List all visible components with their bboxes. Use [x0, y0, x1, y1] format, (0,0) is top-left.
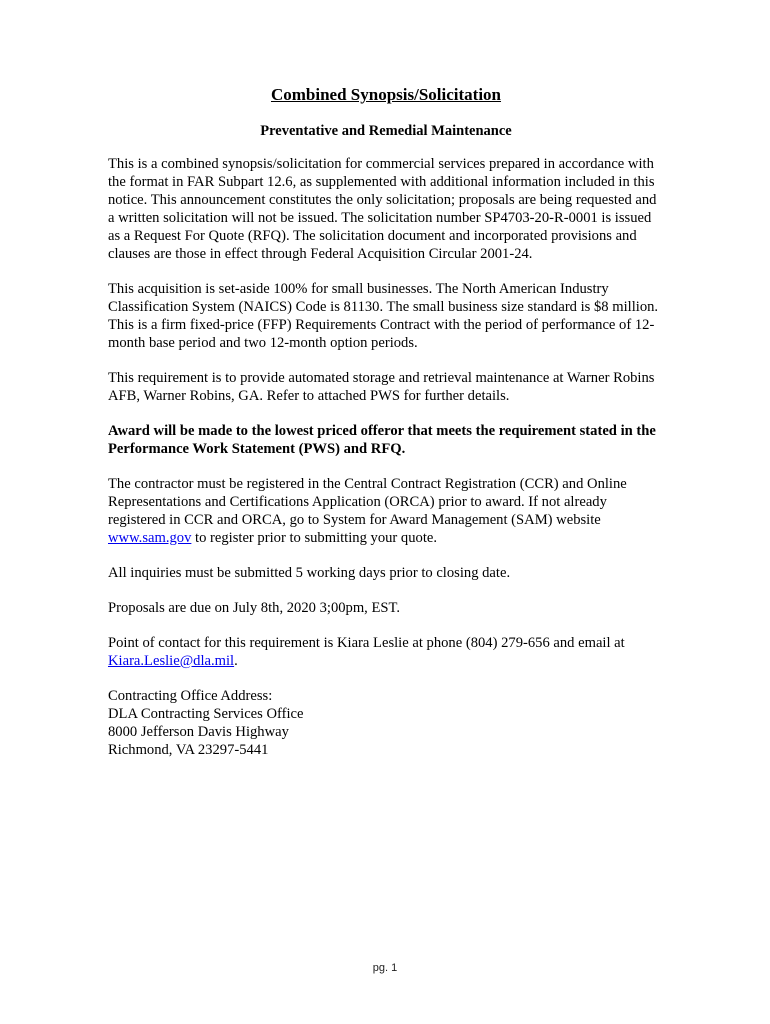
paragraph-inquiries: All inquiries must be submitted 5 working days prior to closing date. — [108, 565, 511, 581]
paragraph-requirement: This requirement is to provide automated storage and retrieval maintenance at Warner Robins AFB, Warner Robins, GA. Refer to attached PWS for further details. — [108, 370, 655, 404]
address-line: Richmond, VA 23297-5441 — [108, 742, 269, 758]
sam-gov-link[interactable]: www.sam.gov — [108, 530, 192, 546]
paragraph-contact — [108, 634, 664, 670]
address-line: DLA Contracting Services Office — [108, 706, 304, 722]
contact-text: Point of contact for this requirement is Kiara Leslie at phone (804) 279-656 and email at — [108, 635, 625, 651]
paragraph-intro: This is a combined synopsis/solicitation for commercial services prepared in accordance with the format in FAR Subpart 12.6, as supplemented with additional information included in this notice. This announcement constitutes the only solicitation; proposals are being requested and a written solicitation will not be issued. The solicitation number SP4703-20-R-0001 is issued as a Request For Quote (RFQ). The solicitation document and incorporated provisions and clauses are those in effect through Federal Acquisition Circular 2001-24. — [108, 156, 657, 262]
address-line: 8000 Jefferson Davis Highway — [108, 724, 289, 740]
paragraph-due-date: Proposals are due on July 8th, 2020 3;00pm, EST. — [108, 600, 400, 616]
document-page — [108, 84, 664, 759]
office-address — [108, 687, 664, 759]
contact-email-link[interactable]: Kiara.Leslie@dla.mil — [108, 653, 235, 669]
registration-text: The contractor must be registered in the Central Contract Registration (CCR) and Online Representations and Certifications Application (ORCA) prior to award. If not already registered in CCR and ORCA, go to System for Award Management (SAM) website — [108, 476, 627, 528]
registration-text-after: to register prior to submitting your quote. — [191, 530, 438, 546]
page-number: pg. 1 — [372, 962, 398, 974]
document-title: Combined Synopsis/Solicitation — [270, 85, 502, 104]
paragraph-set-aside: This acquisition is set-aside 100% for small businesses. The North American Industry Classification System (NAICS) Code is 81130. The small business size standard is $8 million. This is a firm fixed-price (FFP) Requirements Contract with the period of performance of 12-month base period and two 12-month option periods. — [108, 281, 659, 351]
paragraph-registration — [108, 475, 664, 547]
contact-text-after: . — [234, 653, 238, 669]
address-line: Contracting Office Address: — [108, 688, 273, 704]
document-subtitle: Preventative and Remedial Maintenance — [260, 123, 512, 139]
paragraph-award: Award will be made to the lowest priced offeror that meets the requirement stated in the Performance Work Statement (PWS) and RFQ. — [108, 423, 656, 457]
